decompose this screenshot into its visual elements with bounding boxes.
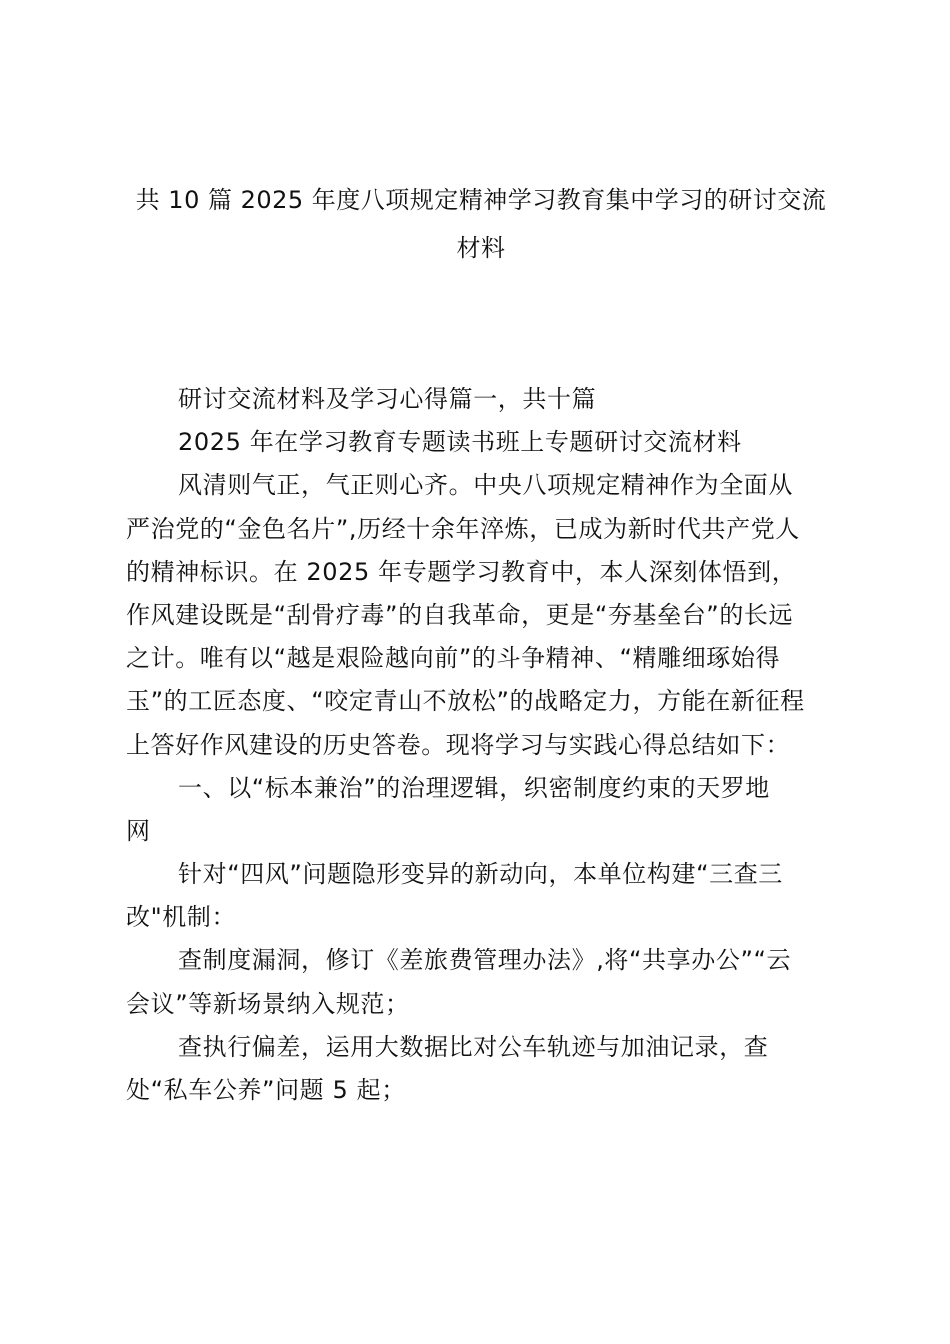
- body-text-line: 的精神标识。在 2025 年专题学习教育中，本人深刻体悟到，: [126, 557, 797, 586]
- body-text-line: 会议”等新场景纳入规范；: [126, 989, 410, 1018]
- body-text-line: 查制度漏洞，修订《差旅费管理办法》,将“共享办公”“云: [178, 946, 792, 975]
- body-text-line: 网: [126, 816, 151, 845]
- body-text-line: 上答好作风建设的历史答卷。现将学习与实践心得总结如下：: [126, 730, 791, 759]
- body-text-line: 针对“四风”问题隐形变异的新动向，本单位构建“三查三: [178, 860, 783, 889]
- document-body: [126, 378, 834, 1112]
- body-text-line: 作风建设既是“刮骨疗毒”的自我革命，更是“夯基垒台”的长远: [126, 600, 794, 629]
- document-title: [126, 177, 836, 271]
- body-text-line: 研讨交流材料及学习心得篇一，共十篇: [178, 385, 597, 413]
- body-text-line: 风清则气正，气正则心齐。中央八项规定精神作为全面从: [178, 471, 793, 500]
- body-text-line: 2025 年在学习教育专题读书班上专题研讨交流材料: [178, 428, 742, 457]
- body-text-line: 处“私车公养”问题 5 起；: [126, 1076, 406, 1104]
- body-text-line: 严治党的“金色名片”,历经十余年淬炼，已成为新时代共产党人: [126, 514, 800, 543]
- title-line: 材料: [456, 234, 506, 262]
- body-text-line: 之计。唯有以“越是艰险越向前”的斗争精神、“精雕细琢始得: [126, 644, 781, 673]
- body-text-line: 一、以“标本兼治”的治理逻辑，织密制度约束的天罗地: [178, 773, 770, 802]
- body-text-line: 玉”的工匠态度、“咬定青山不放松”的战略定力，方能在新征程: [126, 687, 805, 716]
- title-line: 共 10 篇 2025 年度八项规定精神学习教育集中学习的研讨交流: [135, 186, 827, 214]
- body-text-line: 改"机制：: [126, 903, 237, 932]
- body-text-line: 查执行偏差，运用大数据比对公车轨迹与加油记录，查: [178, 1032, 769, 1061]
